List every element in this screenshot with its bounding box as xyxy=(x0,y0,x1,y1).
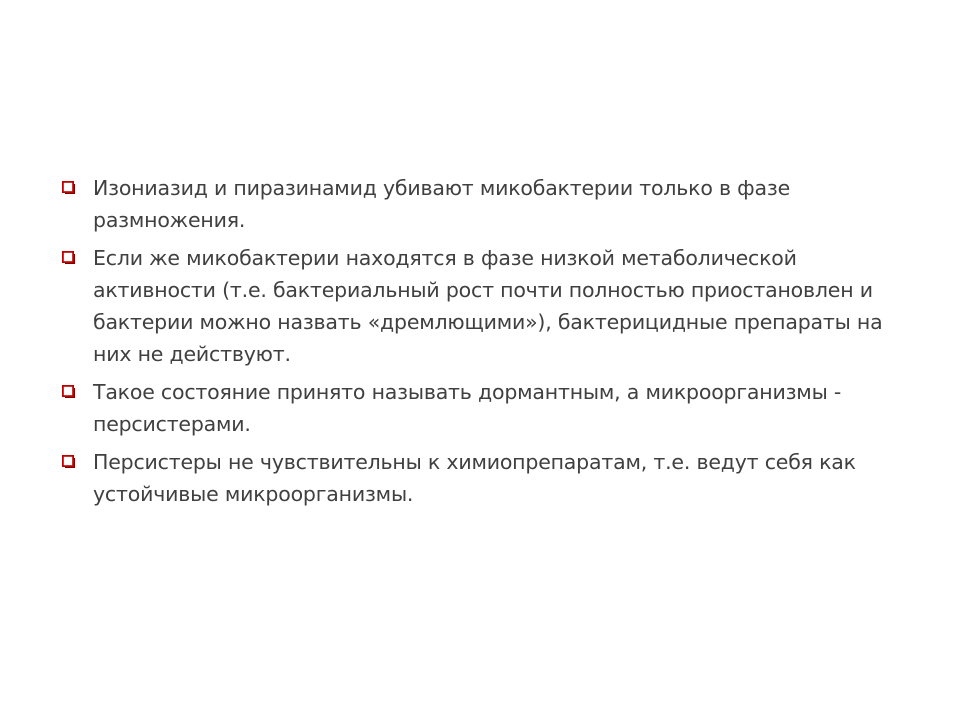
bullet-text: Персистеры не чувствительны к химиопрепаратам, т.е. ведут себя как устойчивые микроорганизмы. xyxy=(93,450,856,506)
list-item xyxy=(62,446,912,510)
checkbox-bullet-icon xyxy=(62,385,76,399)
bullet-text: Такое состояние принято называть дормантным, а микроорганизмы - персистерами. xyxy=(93,380,842,436)
checkbox-bullet-icon xyxy=(62,251,76,265)
bullet-list xyxy=(62,172,912,516)
list-item xyxy=(62,242,912,370)
bullet-text: Изониазид и пиразинамид убивают микобактерии только в фазе размножения. xyxy=(93,176,790,232)
list-item xyxy=(62,376,912,440)
bullet-text: Если же микобактерии находятся в фазе низкой метаболической активности (т.е. бактериальный рост почти полностью приостановлен и бактерии можно назвать «дремлющими»), бактерицидные препараты на них не действуют. xyxy=(93,246,883,366)
list-item xyxy=(62,172,912,236)
checkbox-bullet-icon xyxy=(62,181,76,195)
checkbox-bullet-icon xyxy=(62,455,76,469)
